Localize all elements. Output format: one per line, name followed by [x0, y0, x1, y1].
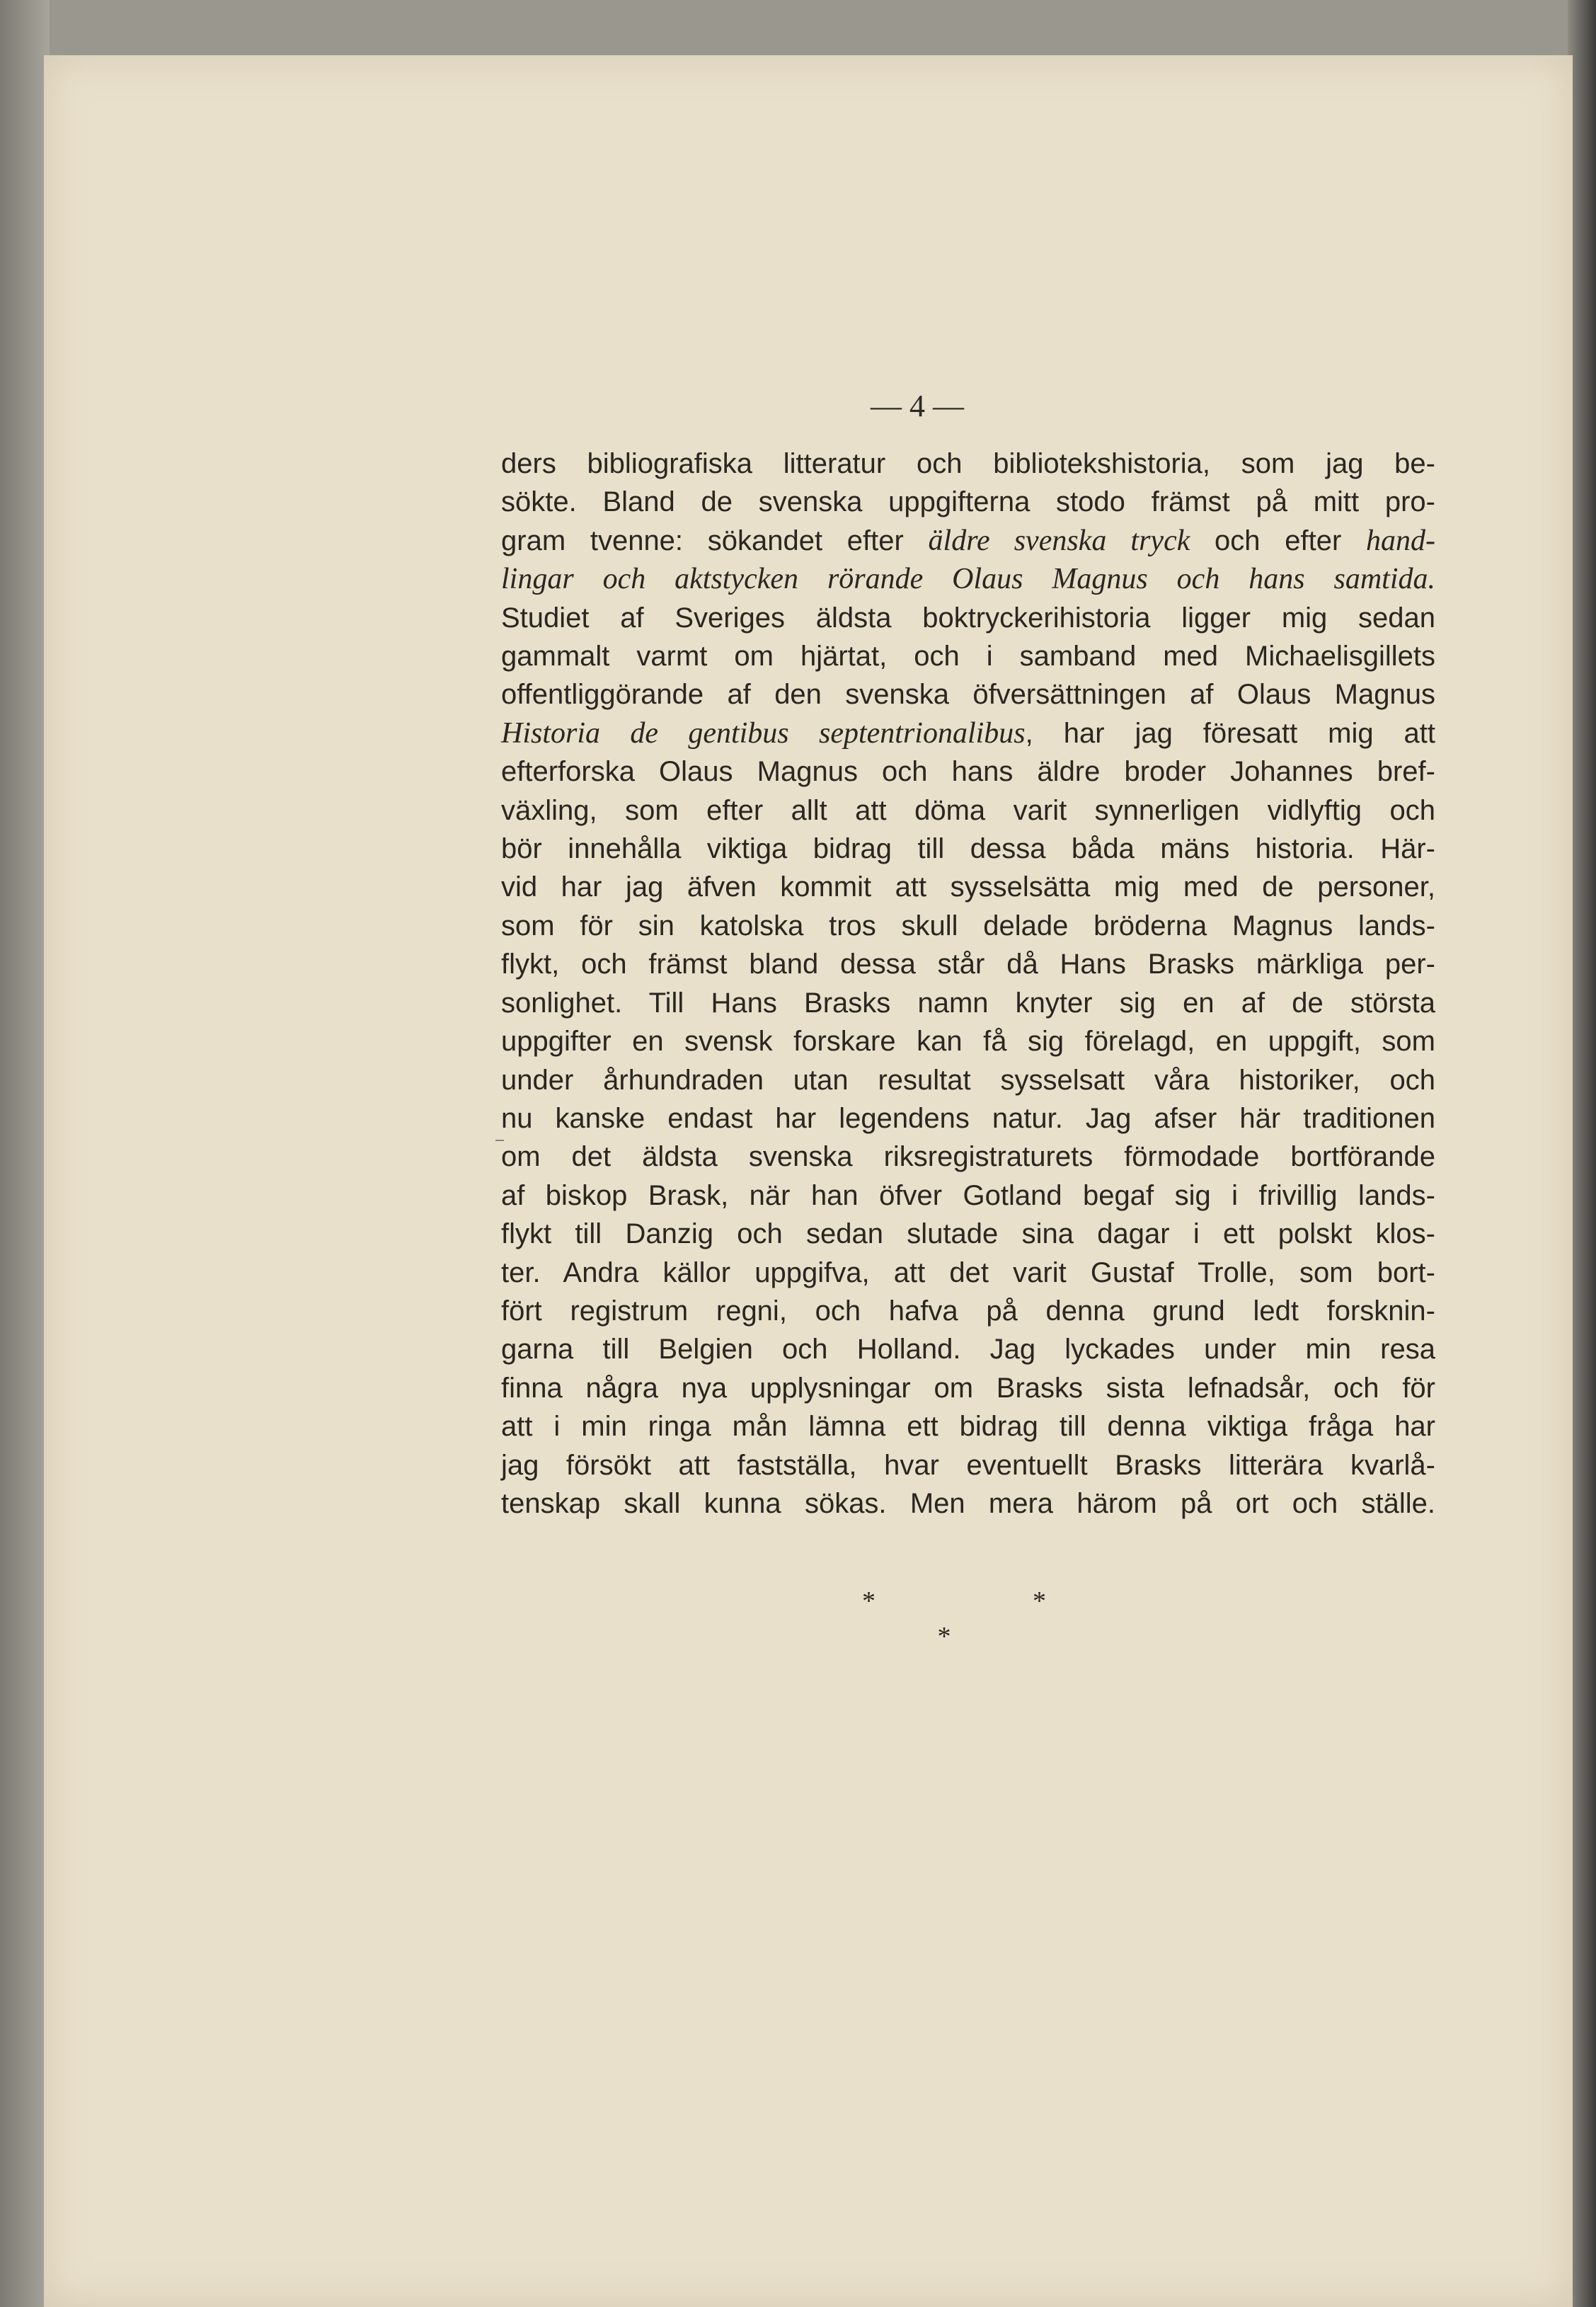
text-line — [501, 752, 1435, 791]
text-line — [501, 868, 1435, 906]
separator-asterisk: * — [862, 1586, 875, 1616]
italic-text-segment: lingar och aktstycken rörande Olaus Magnus och hans samtida. — [501, 563, 1435, 596]
separator-asterisk: * — [937, 1622, 951, 1651]
text-segment: under århundraden utan resultat sysselsatt våra historiker, och — [501, 1064, 1435, 1096]
separator-asterisk: * — [1033, 1586, 1046, 1616]
text-segment: , har jag föresatt mig att — [1025, 717, 1436, 749]
text-line — [501, 560, 1435, 598]
text-line — [501, 1446, 1435, 1484]
text-segment: flykt, och främst bland dessa står då Hans Brasks märkliga per- — [501, 949, 1435, 980]
text-line — [501, 1061, 1435, 1099]
text-line — [501, 791, 1435, 830]
text-segment: fört registrum regni, och hafva på denna grund ledt forsknin- — [501, 1295, 1435, 1327]
separator-row-top — [862, 1586, 1046, 1617]
text-line — [501, 599, 1435, 637]
text-line — [501, 1099, 1435, 1138]
text-segment: flykt till Danzig och sedan slutade sina dagar i ett polskt klos- — [501, 1218, 1435, 1250]
text-line — [501, 714, 1435, 752]
italic-text-segment: hand- — [1366, 524, 1435, 557]
text-line — [501, 1484, 1435, 1523]
text-segment: ter. Andra källor uppgifva, att det varit Gustaf Trolle, som bort- — [501, 1256, 1435, 1288]
text-line — [501, 1022, 1435, 1060]
text-line — [501, 945, 1435, 983]
separator-row-bottom — [831, 1621, 1057, 1652]
text-segment: efterforska Olaus Magnus och hans äldre broder Johannes bref- — [501, 756, 1435, 788]
italic-text-segment: äldre svenska tryck — [928, 524, 1190, 557]
text-line — [501, 1330, 1435, 1368]
text-line — [501, 1215, 1435, 1253]
text-segment: växling, som efter allt att döma varit synnerligen vidlyftig och — [501, 794, 1435, 826]
text-line — [501, 1254, 1435, 1292]
text-segment: gram tvenne: sökandet efter — [501, 525, 929, 556]
text-segment: offentliggörande af den svenska öfversättningen af Olaus Magnus — [501, 679, 1435, 711]
text-segment: om det äldsta svenska riksregistraturets förmodade bortförande — [501, 1141, 1435, 1173]
text-line — [501, 675, 1435, 714]
text-segment: Studiet af Sveriges äldsta boktryckerihistoria ligger mig sedan — [501, 602, 1435, 634]
italic-text-segment: Historia de gentibus septentrionalibus — [501, 716, 1026, 750]
text-segment: finna några nya upplysningar om Brasks sista lefnadsår, och för — [501, 1372, 1435, 1404]
text-line — [501, 1407, 1435, 1446]
text-segment: ders bibliografiska litteratur och bibliotekshistoria, som jag be- — [501, 448, 1435, 479]
page-number: — 4 — — [871, 389, 964, 423]
text-segment: som för sin katolska tros skull delade bröderna Magnus lands- — [501, 910, 1435, 941]
text-segment: garna till Belgien och Holland. Jag lyckades under min resa — [501, 1334, 1435, 1366]
text-segment: sökte. Bland de svenska uppgifterna stodo främst på mitt pro- — [501, 486, 1435, 518]
text-line — [501, 984, 1435, 1022]
text-segment: tenskap skall kunna sökas. Men mera härom på ort och ställe. — [501, 1487, 1435, 1519]
text-line — [501, 907, 1435, 945]
text-segment: af biskop Brask, när han öfver Gotland begaf sig i frivillig lands- — [501, 1179, 1435, 1211]
text-line — [501, 830, 1435, 868]
text-segment: sonlighet. Till Hans Brasks namn knyter sig en af de största — [501, 987, 1435, 1019]
text-segment: bör innehålla viktiga bidrag till dessa båda mäns historia. Här- — [501, 833, 1435, 865]
text-segment: nu kanske endast har legendens natur. Jag afser här traditionen — [501, 1102, 1435, 1134]
text-line — [501, 1369, 1435, 1407]
section-separator — [835, 1586, 1062, 1652]
text-line — [501, 637, 1435, 675]
text-line — [501, 1292, 1435, 1330]
text-line — [501, 445, 1435, 483]
body-text — [501, 445, 1435, 1523]
text-segment: och efter — [1190, 525, 1366, 556]
text-segment: att i min ringa mån lämna ett bidrag till denna viktiga fråga har — [501, 1411, 1435, 1443]
margin-mark — [495, 1140, 504, 1141]
text-line — [501, 522, 1435, 560]
text-segment: jag försökt att fastställa, hvar eventuellt Brasks litterära kvarlå- — [501, 1449, 1435, 1481]
book-spine-edge — [0, 0, 50, 2307]
text-segment: vid har jag äfven kommit att sysselsätta mig med de personer, — [501, 871, 1435, 903]
text-line — [501, 1138, 1435, 1176]
text-segment: gammalt varmt om hjärtat, och i samband med Michaelisgillets — [501, 641, 1435, 672]
text-line — [501, 1177, 1435, 1215]
text-segment: uppgifter en svensk forskare kan få sig förelagd, en uppgift, som — [501, 1026, 1435, 1058]
text-line — [501, 483, 1435, 521]
